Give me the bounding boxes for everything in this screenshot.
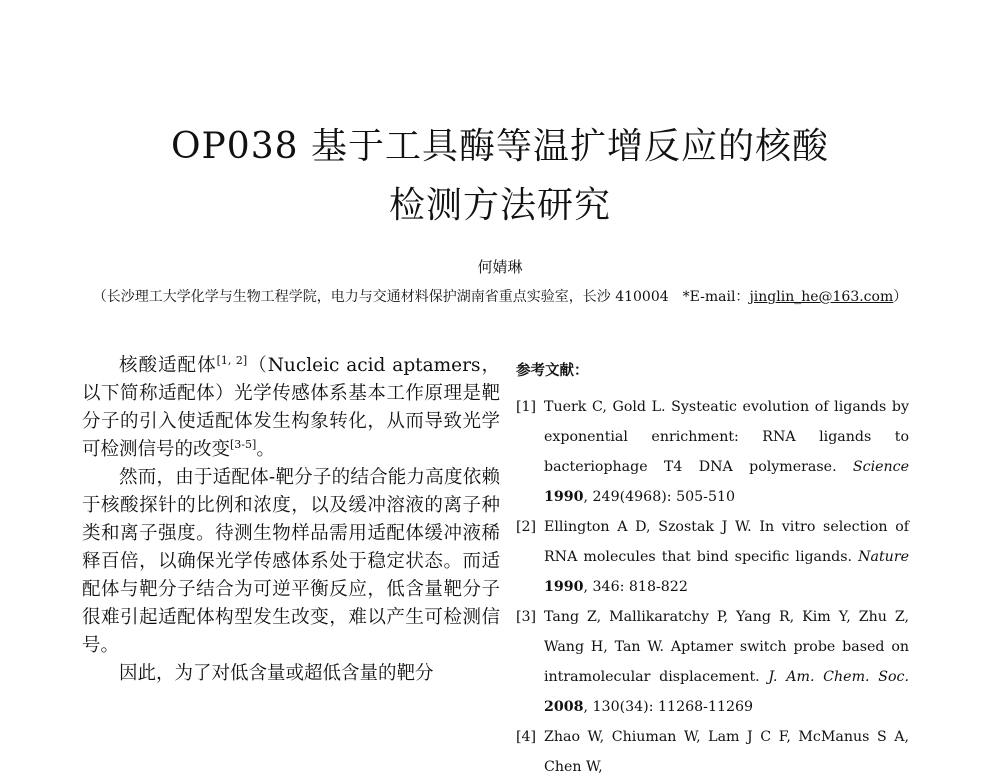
- reference-journal: J. Am. Chem. Soc.: [768, 669, 909, 685]
- reference-body: [544, 722, 909, 782]
- email-link[interactable]: jinglin_he@163.com: [749, 289, 894, 305]
- body-paragraph-2: 然而，由于适配体-靶分子的结合能力高度依赖于核酸探针的比例和浓度，以及缓冲溶液的离子种类和离子强度。待测生物样品需用适配体缓冲液稀释百倍，以确保光学传感体系处于稳定状态。而适配体与靶分子结合为可逆平衡反应，低含量靶分子很难引起适配体构型发生改变，难以产生可检测信号。: [82, 467, 500, 656]
- body-paragraph-3: 因此，为了对低含量或超低含量的靶分: [119, 663, 434, 684]
- affiliation-open-paren: （: [92, 289, 107, 305]
- affiliation-close-paren: ）: [893, 289, 908, 305]
- reference-volume-pages: , 346: 818-822: [583, 579, 688, 595]
- references-column: [516, 356, 909, 782]
- reference-item: [516, 512, 909, 602]
- reference-year: 2008: [544, 699, 584, 715]
- reference-authors-title: Zhao W, Chiuman W, Lam J C F, McManus S A, Chen W,: [544, 729, 909, 775]
- reference-number: [4]: [516, 729, 537, 745]
- reference-journal: Nature: [858, 549, 909, 565]
- citation-1-2[interactable]: [1, 2]: [216, 353, 248, 367]
- reference-year: 1990: [544, 489, 584, 505]
- body-paragraph-1: [82, 352, 500, 464]
- reference-body: [544, 602, 909, 722]
- reference-journal: Science: [852, 459, 909, 475]
- affiliation-text: 长沙理工大学化学与生物工程学院，电力与交通材料保护湖南省重点实验室，长沙 410004 *E-mail：: [106, 289, 750, 305]
- reference-item: [516, 602, 909, 722]
- reference-number: [3]: [516, 609, 537, 625]
- reference-number: [2]: [516, 519, 537, 535]
- title-line-1: OP038 基于工具酶等温扩增反应的核酸: [171, 126, 829, 167]
- reference-year: 1990: [544, 579, 584, 595]
- title-line-2: 检测方法研究: [388, 185, 611, 226]
- reference-volume-pages: , 130(34): 11268-11269: [583, 699, 754, 715]
- reference-item: [516, 722, 909, 782]
- p1-text-c: 。: [256, 439, 275, 460]
- reference-authors-title: Tang Z, Mallikaratchy P, Yang R, Kim Y, Zhu Z, Wang H, Tan W. Aptamer switch probe based on intramolecular displacement.: [544, 609, 909, 685]
- reference-body: [544, 392, 909, 512]
- p1-text-a: 核酸适配体: [119, 355, 217, 376]
- p1-text-b: （Nucleic acid aptamers，以下简称适配体）光学传感体系基本工作原理是靶分子的引入使适配体发生构象转化，从而导致光学可检测信号的改变: [82, 355, 500, 460]
- reference-authors-title: Tuerk C, Gold L. Systeatic evolution of ligands by exponential enrichment: RNA ligands to bacteriophage T4 DNA polymerase.: [544, 399, 909, 475]
- references-heading: 参考文献：: [516, 362, 589, 379]
- body-text-column: [82, 352, 500, 688]
- reference-number: [1]: [516, 399, 537, 415]
- reference-item: [516, 392, 909, 512]
- reference-authors-title: Ellington A D, Szostak J W. In vitro selection of RNA molecules that bind specific ligands.: [544, 519, 909, 565]
- reference-volume-pages: , 249(4968): 505-510: [583, 489, 736, 505]
- citation-3-5[interactable]: [3-5]: [230, 437, 257, 451]
- affiliation: [60, 286, 940, 306]
- author-name: 何婧琳: [477, 258, 523, 276]
- reference-body: [544, 512, 909, 602]
